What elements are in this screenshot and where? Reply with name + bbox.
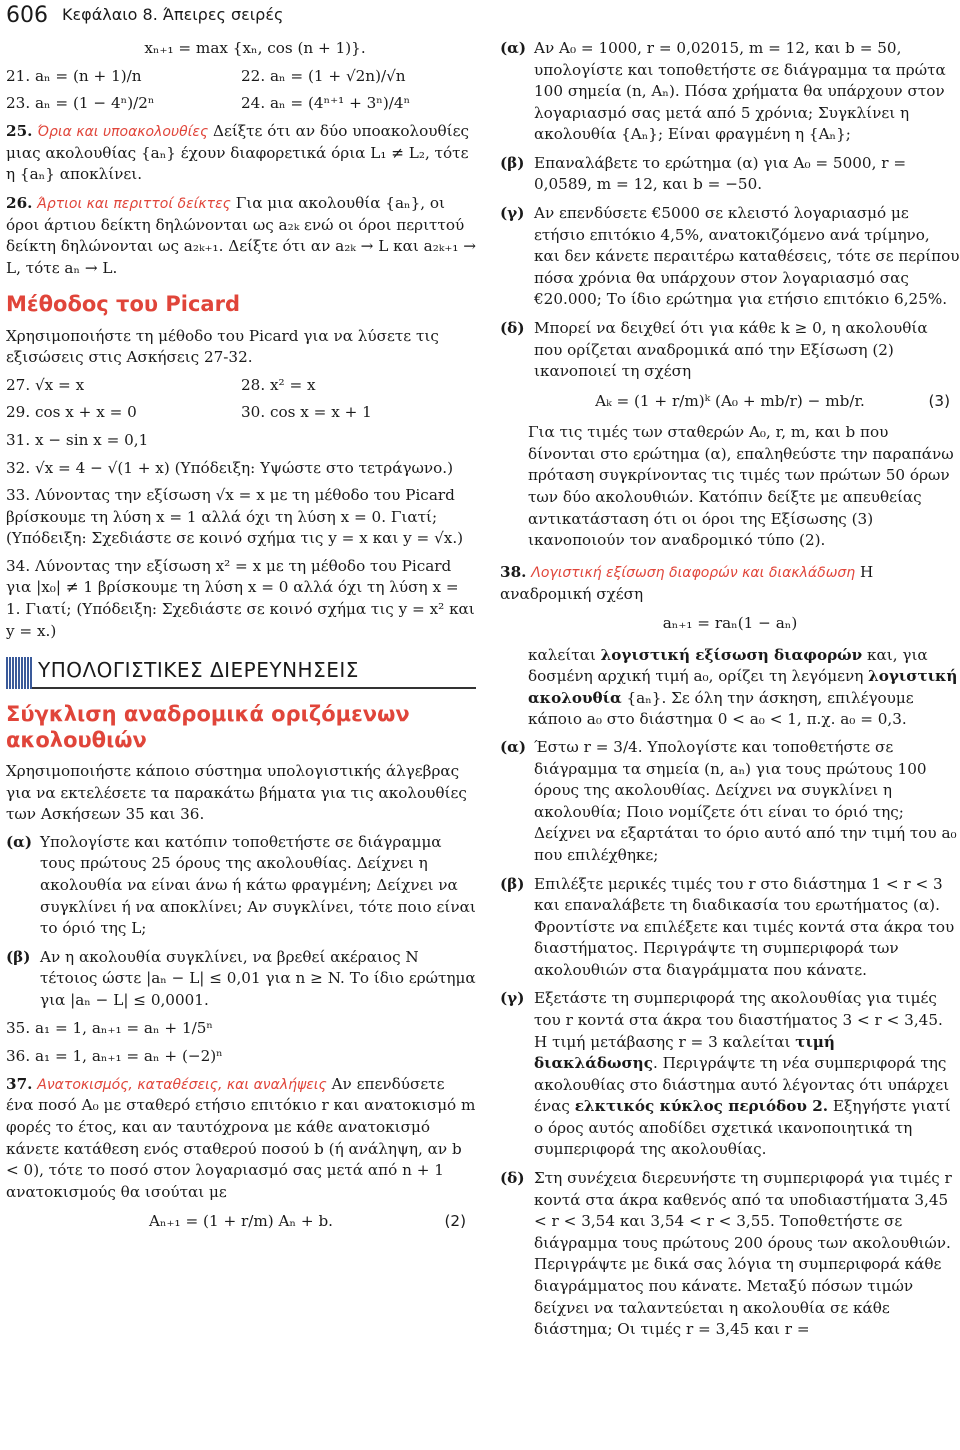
exercise-row-27-28 <box>6 375 476 397</box>
computer-explorations-header <box>6 656 476 688</box>
part-text: Αν η ακολουθία συγκλίνει, να βρεθεί ακέραιος N τέτοιος ώστε |aₙ − L| ≤ 0,01 για n ≥ N. Το ίδιο ερώτημα για |aₙ − L| ≤ 0,0001. <box>40 947 476 1009</box>
exercise-33: 33. Λύνοντας την εξίσωση √x = x με τη μέθοδο του Picard βρίσκουμε τη λύση x = 1 αλλά όχι τη λύση x = 0. Γιατί; (Υπόδειξη: Σχεδιάστε σε κοινό σχήμα τις y = x και y = √x.) <box>6 486 464 548</box>
equation-3 <box>500 391 960 413</box>
part-37-d-continued: Για τις τιμές των σταθερών A₀, r, m, και b που δίνονται στο ερώτημα (α), επαληθεύστε την παραπάνω πρόταση συγκρίνοντας τις τιμές των πρώτων 50 όρων των δύο ακολουθιών. Κατόπιν δείξτε με απευθείας αντικατάσταση ότι οι όροι της Εξίσωσης (3) ικανοποιούν τον αναδρομικό τύπο (2). <box>528 423 954 550</box>
exercise-text: Η αναδρομική σχέση <box>500 562 874 603</box>
part-label: (δ) <box>500 318 525 337</box>
part-37-d <box>500 318 960 383</box>
part-38-c <box>500 988 960 1161</box>
equation-body: Aₙ₊₁ = (1 + r/m) Aₙ + b. <box>149 1212 333 1231</box>
exercise-text: Αν επενδύσετε ένα ποσό A₀ με σταθερό ετήσιο επιτόκιο r και ανατοκισμό m φορές το έτος, και αν ταυτόχρονα με κάθε ανατοκισμό κάνετε κατάθεση ενός σταθερού ποσού b (ή ανάληψη, αν b < 0), τότε το ποσό στον λογαριασμό σας μετά από n + 1 ανατοκισμούς θα ισούται με <box>6 1074 476 1201</box>
computer-explorations-title: ΥΠΟΛΟΓΙΣΤΙΚΕΣ ΔΙΕΡΕΥΝΗΣΕΙΣ <box>32 656 476 688</box>
part-text: Επαναλάβετε το ερώτημα (α) για A₀ = 5000, r = 0,0589, m = 12, και b = −50. <box>534 153 907 194</box>
equation-body: Aₖ = (1 + r/m)ᵏ (A₀ + mb/r) − mb/r. <box>595 391 865 410</box>
exercise-38 <box>500 562 960 605</box>
exercise-35: 35. a₁ = 1, aₙ₊₁ = aₙ + 1/5ⁿ <box>6 1019 213 1038</box>
chapter-title: Κεφάλαιο 8. Άπειρες σειρές <box>62 5 284 24</box>
exercise-28: 28. x² = x <box>241 375 316 394</box>
exercise-number: 26. <box>6 193 33 212</box>
text-run: και, για δοσμένη αρχική τιμή a₀, ορίζει τη λεγόμενη <box>528 645 928 686</box>
exercise-21: 21. aₙ = (n + 1)/n <box>6 66 142 85</box>
exercise-number: 38. <box>500 562 527 581</box>
left-column <box>6 38 476 1438</box>
part-38-b <box>500 874 960 982</box>
exercise-32: 32. √x = 4 − √(1 + x) (Υπόδειξη: Υψώστε στο τετράγωνο.) <box>6 458 454 477</box>
part-label: (β) <box>500 153 525 172</box>
part-label: (α) <box>500 738 527 757</box>
exercise-24: 24. aₙ = (4ⁿ⁺¹ + 3ⁿ)/4ⁿ <box>241 94 411 113</box>
part-38-d <box>500 1168 960 1341</box>
exercise-title: Ανατοκισμός, καταθέσεις, και αναλήψεις <box>37 1076 327 1093</box>
part-label: (γ) <box>500 204 525 223</box>
exercise-25 <box>6 121 476 186</box>
exercise-38-description <box>500 645 960 731</box>
term-attracting-2-cycle: ελκτικός κύκλος περιόδου 2. <box>574 1097 829 1116</box>
text-run: καλείται <box>528 645 601 664</box>
part-37-c <box>500 203 960 311</box>
logistic-equation: aₙ₊₁ = raₙ(1 − aₙ) <box>662 614 798 633</box>
exercise-31: 31. x − sin x = 0,1 <box>6 430 149 449</box>
exercise-23: 23. aₙ = (1 − 4ⁿ)/2ⁿ <box>6 94 155 113</box>
section-title-picard: Μέθοδος του Picard <box>6 292 240 317</box>
exercise-26 <box>6 193 476 280</box>
part-label: (α) <box>6 832 33 851</box>
section-marker-graphic <box>6 657 32 689</box>
exercise-text: Για μια ακολουθία {aₙ}, οι όροι άρτιου δείκτη δηλώνονται ως a₂ₖ ενώ οι όροι περιττού δείκτη δηλώνονται ως a₂ₖ₊₁. Δείξτε ότι αν a₂ₖ → L και a₂ₖ₊₁ → L, τότε aₙ → L. <box>6 193 476 277</box>
part-label: (β) <box>6 947 31 966</box>
part-38-a <box>500 737 960 866</box>
exercise-row-21-22 <box>6 66 476 88</box>
exercise-text: Δείξτε ότι αν δύο υποακολουθίες μιας ακολουθίας {aₙ} έχουν διαφορετικά όρια L₁ ≠ L₂, τότε η {aₙ} αποκλίνει. <box>6 121 469 184</box>
part-text: Αν A₀ = 1000, r = 0,02015, m = 12, και b = 50, υπολογίστε και τοποθετήστε σε διάγραμμα τα πρώτα 100 σημεία (n, Aₙ). Πόσα χρήματα θα υπάρχουν στον λογαριασμό σας μετά από 5 χρόνια; Συγκλίνει η ακολουθία {Aₙ}; Είναι φραγμένη η {Aₙ}; <box>534 39 946 144</box>
exercise-title: Όρια και υποακολουθίες <box>37 123 209 140</box>
part-label: (β) <box>500 874 525 893</box>
part-text: Επιλέξτε μερικές τιμές του r στο διάστημα 1 < r < 3 και επαναλάβετε τη διαδικασία του ερωτήματος (α). Φροντίστε να επιλέξετε και τιμές κοντά στα άκρα του διαστήματος. Περιγράψτε τη συμπεριφορά των ακολουθιών στα διαγράμματα που κάνατε. <box>534 874 955 979</box>
part-label: (γ) <box>500 989 525 1008</box>
page-number: 606 <box>6 3 48 28</box>
section-title-convergence: Σύγκλιση αναδρομικά οριζόμενων ακολουθιών <box>6 701 410 752</box>
exercise-20-tail: xₙ₊₁ = max {xₙ, cos (n + 1)}. <box>144 39 366 57</box>
exercise-27: 27. √x = x <box>6 375 85 394</box>
term-logistic-sequence: λογιστική ακολουθία <box>528 667 958 707</box>
part-text: Μπορεί να δειχθεί ότι για κάθε k ≥ 0, η ακολουθία που ορίζεται αναδρομικά από την Εξίσωση (2) ικανοποιεί τη σχέση <box>534 318 928 381</box>
part-a <box>6 832 476 940</box>
exercise-title: Λογιστική εξίσωση διαφορών και διακλάδωση <box>531 564 856 581</box>
exercise-22: 22. aₙ = (1 + √2n)/√n <box>241 66 406 85</box>
term-bifurcation-value: τιμή διακλάδωσης <box>534 1032 835 1073</box>
text-run: Εξηγήστε γιατί ο όρος αυτός αποδίδει σχετικά ικανοποιητικά τη συμπεριφορά της ακολουθίας. <box>534 1097 951 1159</box>
exercise-row-23-24 <box>6 93 476 115</box>
page-header <box>0 0 960 30</box>
part-37-b <box>500 153 960 196</box>
exercise-number: 37. <box>6 1074 33 1093</box>
equation-2 <box>6 1211 476 1233</box>
part-text: Έστω r = 3/4. Υπολογίστε και τοποθετήστε σε διάγραμμα τα σημεία (n, aₙ) για τους πρώτους 100 όρους της ακολουθίας. Δείχνει να συγκλίνει η ακολουθία; Ποιο νομίζετε ότι είναι το όριό της; Δείχνει να εξαρτάται το όριο αυτό από την τιμή του a₀ που επιλέχθηκε; <box>534 738 957 864</box>
exercise-37 <box>6 1074 476 1204</box>
right-column <box>500 38 960 1438</box>
part-b <box>6 947 476 1012</box>
text-run: {aₙ}. Σε όλη την άσκηση, επιλέγουμε κάποιο a₀ στο διάστημα 0 < a₀ < 1, π.χ. a₀ = 0,3. <box>528 688 914 729</box>
part-text: Υπολογίστε και κατόπιν τοποθετήστε σε διάγραμμα τους πρώτους 25 όρους της ακολουθίας. Δείχνει η ακολουθία να είναι άνω ή κάτω φραγμένη; Δείχνει να συγκλίνει ή να αποκλίνει; Αν συγκλίνει, τότε ποιο είναι το όριό της L; <box>40 832 476 938</box>
part-text: Αν επενδύσετε €5000 σε κλειστό λογαριασμό με ετήσιο επιτόκιο 4,5%, ανατοκιζόμενο ανά τρίμηνο, και δεν κάνετε περαιτέρω καταθέσεις, τότε σε περίπου πόσα χρόνια θα υπάρχουν στον λογαριασμό σας €20.000; Το ίδιο ερώτημα για ετήσιο επιτόκιο 6,25%. <box>534 204 960 309</box>
picard-intro: Χρησιμοποιήστε τη μέθοδο του Picard για να λύσετε τις εξισώσεις στις Ασκήσεις 27-32. <box>6 326 439 367</box>
exercise-title: Άρτιοι και περιττοί δείκτες <box>37 195 231 212</box>
equation-number: (2) <box>444 1212 466 1231</box>
exercise-29: 29. cos x + x = 0 <box>6 403 137 422</box>
exercise-number: 25. <box>6 121 33 140</box>
exercise-30: 30. cos x = x + 1 <box>241 403 372 422</box>
part-label: (α) <box>500 39 527 57</box>
exercise-row-29-30 <box>6 402 476 424</box>
part-label: (δ) <box>500 1169 525 1188</box>
convergence-intro: Χρησιμοποιήστε κάποιο σύστημα υπολογιστικής άλγεβρας για να εκτελέσετε τα παρακάτω βήματα για τις ακολουθίες των Ασκήσεων 35 και 36. <box>6 762 467 824</box>
part-text <box>534 988 960 1161</box>
part-text: Στη συνέχεια διερευνήστε τη συμπεριφορά για τιμές r κοντά στα άκρα καθενός από τα υποδιαστήματα 3,45 < r < 3,54 και 3,54 < r < 3,55. Τοποθετήστε σε διάγραμμα τους πρώτους 200 όρους των ακολουθιών. Περιγράψτε με δικά σας λόγια τη συμπεριφορά κάθε διαγράμματος που κάνατε. Μεταξύ πόσων τιμών δείχνει να ταλαντεύεται η ακολουθία σε κάθε διάστημα; Οι τιμές r = 3,45 και r = <box>534 1169 952 1339</box>
equation-number: (3) <box>928 391 950 410</box>
exercise-36: 36. a₁ = 1, aₙ₊₁ = aₙ + (−2)ⁿ <box>6 1046 223 1065</box>
term-logistic-difference-equation: λογιστική εξίσωση διαφορών <box>600 645 863 664</box>
text-run: . Περιγράψτε τη νέα συμπεριφορά της ακολουθίας στο διάστημα αυτό λέγοντας ότι υπάρχει ένας <box>534 1054 950 1116</box>
part-37-a <box>500 38 960 146</box>
exercise-34: 34. Λύνοντας την εξίσωση x² = x με τη μέθοδο του Picard για |x₀| ≠ 1 βρίσκουμε τη λύση x = 0 αλλά όχι τη λύση x = 1. Γιατί; (Υπόδειξη: Σχεδιάστε σε κοινό σχήμα τις y = x² και y = x.) <box>6 556 475 640</box>
text-run: Εξετάστε τη συμπεριφορά της ακολουθίας για τιμές του r κοντά στα άκρα του διαστήματος 3 < r < 3,45. Η τιμή μετάβασης r = 3 καλείται <box>534 989 943 1051</box>
